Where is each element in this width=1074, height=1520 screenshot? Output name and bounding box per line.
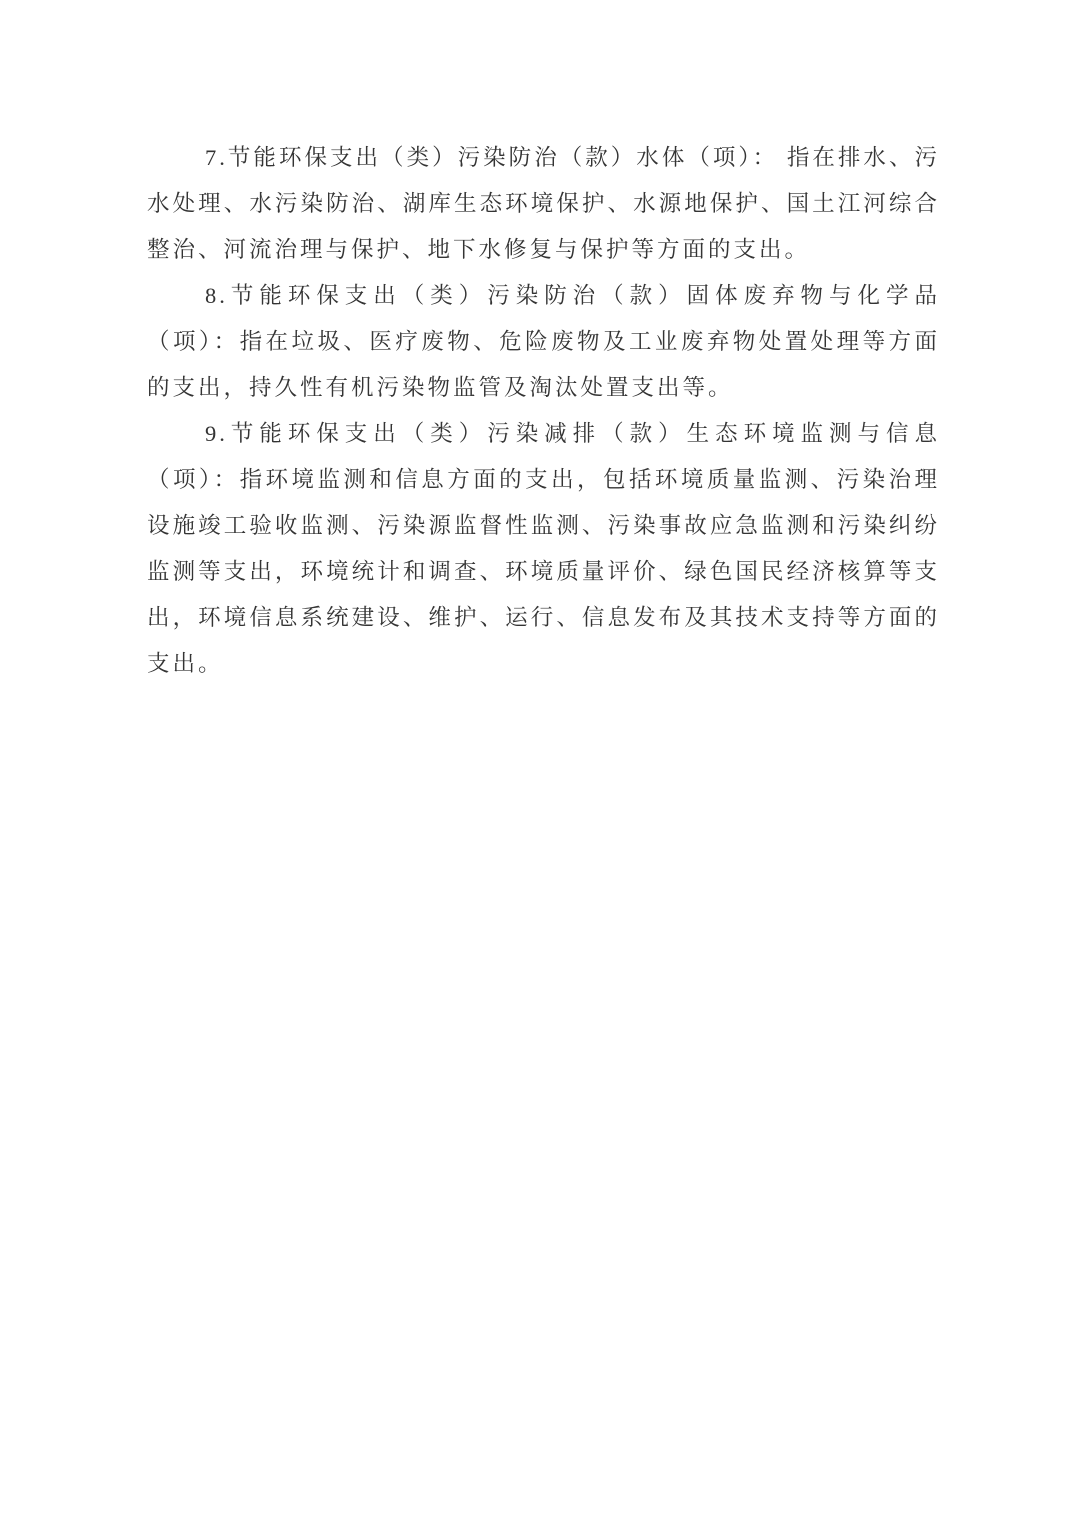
paragraph-item-8: 8.节能环保支出（类）污染防治（款）固体废弃物与化学品（项）：指在垃圾、医疗废物、危险废物及工业废弃物处置处理等方面的支出，持久性有机污染物监管及淘汰处置支出等。 [147, 283, 940, 400]
paragraph-item-7: 7.节能环保支出（类）污染防治（款）水体（项）： 指在排水、污水处理、水污染防治、湖库生态环境保护、水源地保护、国土江河综合整治、河流治理与保护、地下水修复与保护等方面的支出。 [147, 145, 940, 262]
paragraph-item-9: 9.节能环保支出（类）污染减排（款）生态环境监测与信息（项）：指环境监测和信息方面的支出，包括环境质量监测、污染治理设施竣工验收监测、污染源监督性监测、污染事故应急监测和污染纠纷监测等支出，环境统计和调查、环境质量评价、绿色国民经济核算等支出，环境信息系统建设、维护、运行、信息发布及其技术支持等方面的支出。 [147, 421, 940, 676]
document-body [147, 135, 940, 687]
